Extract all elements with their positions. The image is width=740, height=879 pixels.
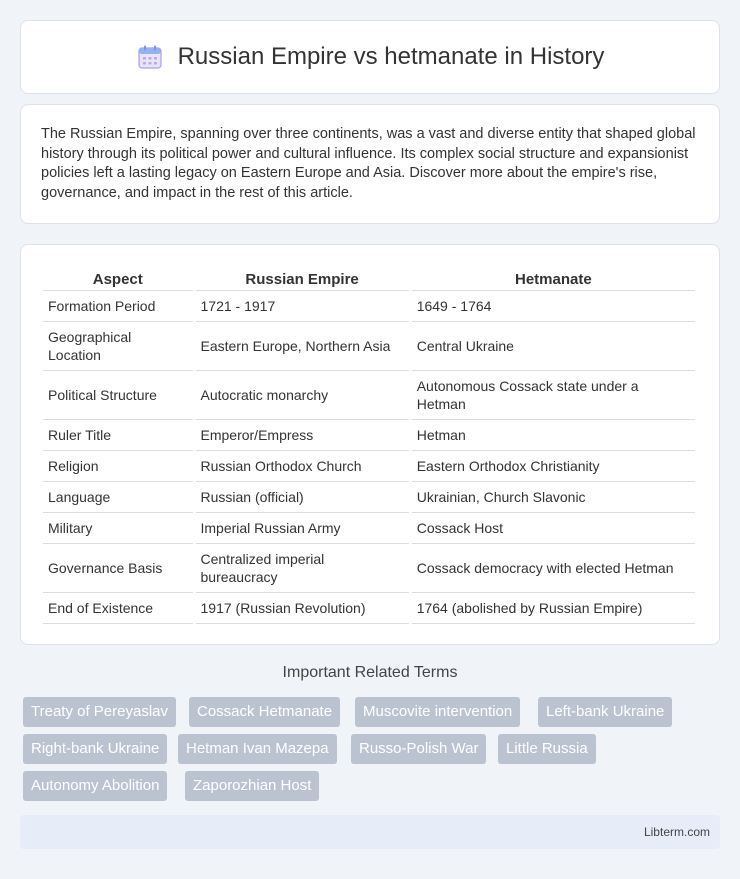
table-header-row xyxy=(43,265,695,291)
header-inner xyxy=(136,43,605,71)
table-cell: End of Existence xyxy=(43,593,193,624)
table-header-hetmanate: Hetmanate xyxy=(412,265,695,291)
footer-brand-link[interactable]: Libterm.com xyxy=(643,825,710,839)
table-cell: Autocratic monarchy xyxy=(196,371,409,420)
table-cell: Religion xyxy=(43,451,193,482)
table-row xyxy=(43,544,695,593)
table-cell: Geographical Location xyxy=(43,322,193,371)
page-title: Russian Empire vs hetmanate in History xyxy=(177,43,605,70)
table-cell: Cossack Host xyxy=(412,513,695,544)
table-cell: Centralized imperial bureaucracy xyxy=(196,544,409,593)
table-row xyxy=(43,322,695,371)
table-cell: 1764 (abolished by Russian Empire) xyxy=(412,593,695,624)
comparison-table-card xyxy=(20,244,720,645)
related-term-tag[interactable]: Hetman Ivan Mazepa xyxy=(178,734,337,764)
table-header-russian-empire: Russian Empire xyxy=(196,265,409,291)
table-cell: Cossack democracy with elected Hetman xyxy=(412,544,695,593)
related-term-tag[interactable]: Right-bank Ukraine xyxy=(23,734,167,764)
table-row xyxy=(43,291,695,322)
table-cell: Imperial Russian Army xyxy=(196,513,409,544)
table-row xyxy=(43,513,695,544)
intro-text: The Russian Empire, spanning over three continents, was a vast and diverse entity that shaped global history through its political power and cultural influence. Its complex social structure and expansionist policies left a lasting legacy on Eastern Europe and Asia. Discover more about the empire's rise, governance, and impact in the rest of this article. xyxy=(41,126,696,201)
table-row xyxy=(43,451,695,482)
related-term-tag[interactable]: Zaporozhian Host xyxy=(185,771,319,801)
table-cell: Political Structure xyxy=(43,371,193,420)
related-term-tag[interactable]: Russo-Polish War xyxy=(351,734,486,764)
related-terms-title: Important Related Terms xyxy=(282,664,458,681)
table-row xyxy=(43,593,695,624)
related-term-tag[interactable]: Autonomy Abolition xyxy=(23,771,167,801)
comparison-table xyxy=(40,265,698,624)
table-cell: 1917 (Russian Revolution) xyxy=(196,593,409,624)
table-row xyxy=(43,371,695,420)
table-cell: Russian (official) xyxy=(196,482,409,513)
table-cell: Governance Basis xyxy=(43,544,193,593)
table-cell: Military xyxy=(43,513,193,544)
table-cell: Eastern Europe, Northern Asia xyxy=(196,322,409,371)
intro-card xyxy=(20,104,720,224)
header-card xyxy=(20,20,720,94)
table-cell: Language xyxy=(43,482,193,513)
table-header-aspect: Aspect xyxy=(43,265,193,291)
related-term-tag[interactable]: Treaty of Pereyaslav xyxy=(23,697,176,727)
table-cell: Emperor/Empress xyxy=(196,420,409,451)
related-term-tag[interactable]: Left-bank Ukraine xyxy=(538,697,672,727)
table-cell: Hetman xyxy=(412,420,695,451)
table-cell: Formation Period xyxy=(43,291,193,322)
table-cell: Autonomous Cossack state under a Hetman xyxy=(412,371,695,420)
table-cell: Russian Orthodox Church xyxy=(196,451,409,482)
table-row xyxy=(43,420,695,451)
related-term-tag[interactable]: Cossack Hetmanate xyxy=(189,697,340,727)
table-cell: Central Ukraine xyxy=(412,322,695,371)
table-cell: 1721 - 1917 xyxy=(196,291,409,322)
related-term-tag[interactable]: Little Russia xyxy=(498,734,596,764)
calendar-icon xyxy=(136,43,164,71)
table-row xyxy=(43,482,695,513)
table-cell: Ruler Title xyxy=(43,420,193,451)
table-cell: Ukrainian, Church Slavonic xyxy=(412,482,695,513)
related-term-tag[interactable]: Muscovite intervention xyxy=(355,697,520,727)
footer xyxy=(20,815,720,849)
table-cell: Eastern Orthodox Christianity xyxy=(412,451,695,482)
table-cell: 1649 - 1764 xyxy=(412,291,695,322)
